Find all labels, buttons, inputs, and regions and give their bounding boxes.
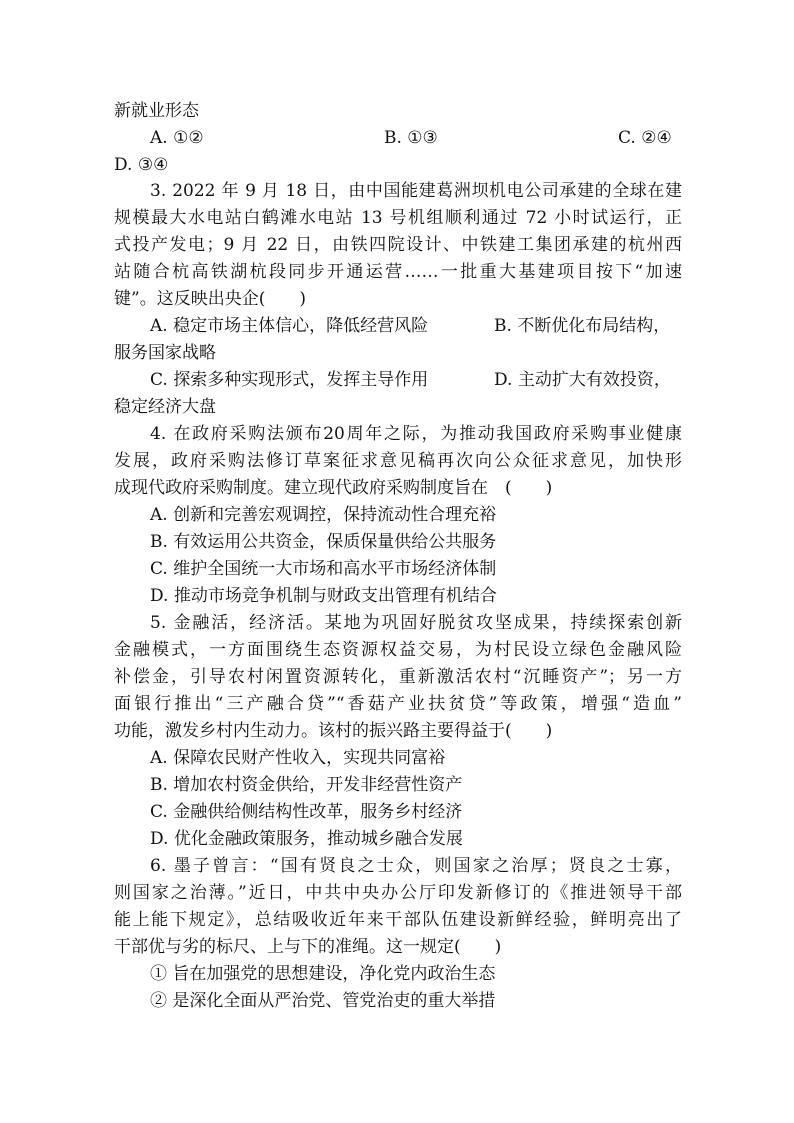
prev-option-d: D. ③④ [114, 155, 169, 175]
q3-stem-line-4: 站随合杭高铁湖杭段同步开通运营……一批重大基建项目按下“加速 [114, 262, 682, 282]
q4-option-d: D. 推动市场竞争机制与财政支出管理有机结合 [150, 586, 497, 606]
q3-option-d: D. 主动扩大有效投资， [494, 370, 671, 390]
q3-option-a: A. 稳定市场主体信心，降低经营风险 [150, 316, 429, 336]
q5-option-a: A. 保障农民财产性收入，实现共同富裕 [150, 748, 446, 768]
q3-stem-line-3: 式投产发电；9 月 22 日，由铁四院设计、中铁建工集团承建的杭州西 [114, 235, 682, 255]
q3-option-b: B. 不断优化布局结构， [494, 316, 671, 336]
q5-stem-line-3: 补偿金，引导农村闲置资源转化，重新激活农村“沉睡资产”；另一方 [114, 667, 682, 687]
q3-stem-line-5: 键”。这反映出央企( ) [114, 289, 306, 309]
q5-stem-line-4: 面银行推出“三产融合贷”“香菇产业扶贫贷”等政策，增强“造血” [114, 694, 682, 714]
q5-stem-line-1: 5. 金融活，经济活。某地为巩固好脱贫攻坚成果，持续探索创新 [150, 613, 682, 633]
prev-option-b: B. ①③ [384, 128, 438, 148]
q4-option-b: B. 有效运用公共资金，保质保量供给公共服务 [150, 532, 497, 552]
q5-option-c: C. 金融供给侧结构性改革，服务乡村经济 [150, 802, 463, 822]
q4-stem-line-1: 4. 在政府采购法颁布20周年之际，为推动我国政府采购事业健康 [150, 424, 682, 444]
prev-option-a: A. ①② [150, 128, 204, 148]
prev-question-tail: 新就业形态 [114, 101, 199, 121]
q4-stem-line-2: 发展，政府采购法修订草案征求意见稿再次向公众征求意见，加快形 [114, 451, 682, 471]
q3-stem-line-1: 3. 2022 年 9 月 18 日，由中国能建葛洲坝机电公司承建的全球在建 [150, 181, 682, 201]
q3-option-c: C. 探索多种实现形式，发挥主导作用 [150, 370, 429, 390]
q4-option-c: C. 维护全国统一大市场和高水平市场经济体制 [150, 559, 497, 579]
q3-option-b-cont: 服务国家战略 [114, 343, 216, 363]
q5-option-d: D. 优化金融政策服务，推动城乡融合发展 [150, 829, 463, 849]
q4-stem-line-3: 成现代政府采购制度。建立现代政府采购制度旨在 ( ) [114, 478, 553, 498]
prev-option-c: C. ②④ [618, 128, 672, 148]
q5-stem-line-2: 金融模式，一方面围绕生态资源权益交易，为村民设立绿色金融风险 [114, 640, 682, 660]
q6-statement-1: ① 旨在加强党的思想建设，净化党内政治生态 [150, 964, 496, 984]
prev-options-row [150, 125, 682, 151]
q5-stem-line-5: 功能，激发乡村内生动力。该村的振兴路主要得益于( ) [114, 721, 553, 741]
q3-stem-line-2: 规模最大水电站白鹤滩水电站 13 号机组顺利通过 72 小时试运行，正 [114, 208, 682, 228]
q6-statement-2: ② 是深化全面从严治党、管党治吏的重大举措 [150, 991, 496, 1011]
q5-option-b: B. 增加农村资金供给，开发非经营性资产 [150, 775, 463, 795]
q6-stem-line-1: 6. 墨子曾言：“国有贤良之士众，则国家之治厚；贤良之士寡， [150, 856, 682, 876]
q3-option-d-cont: 稳定经济大盘 [114, 397, 216, 417]
q6-stem-line-2: 则国家之治薄。”近日，中共中央办公厅印发新修订的《推进领导干部 [114, 883, 682, 903]
q6-stem-line-4: 干部优与劣的标尺、上与下的准绳。这一规定( ) [114, 937, 502, 957]
q4-option-a: A. 创新和完善宏观调控，保持流动性合理充裕 [150, 505, 497, 525]
q6-stem-line-3: 能上能下规定》，总结吸收近年来干部队伍建设新鲜经验，鲜明亮出了 [114, 910, 682, 930]
